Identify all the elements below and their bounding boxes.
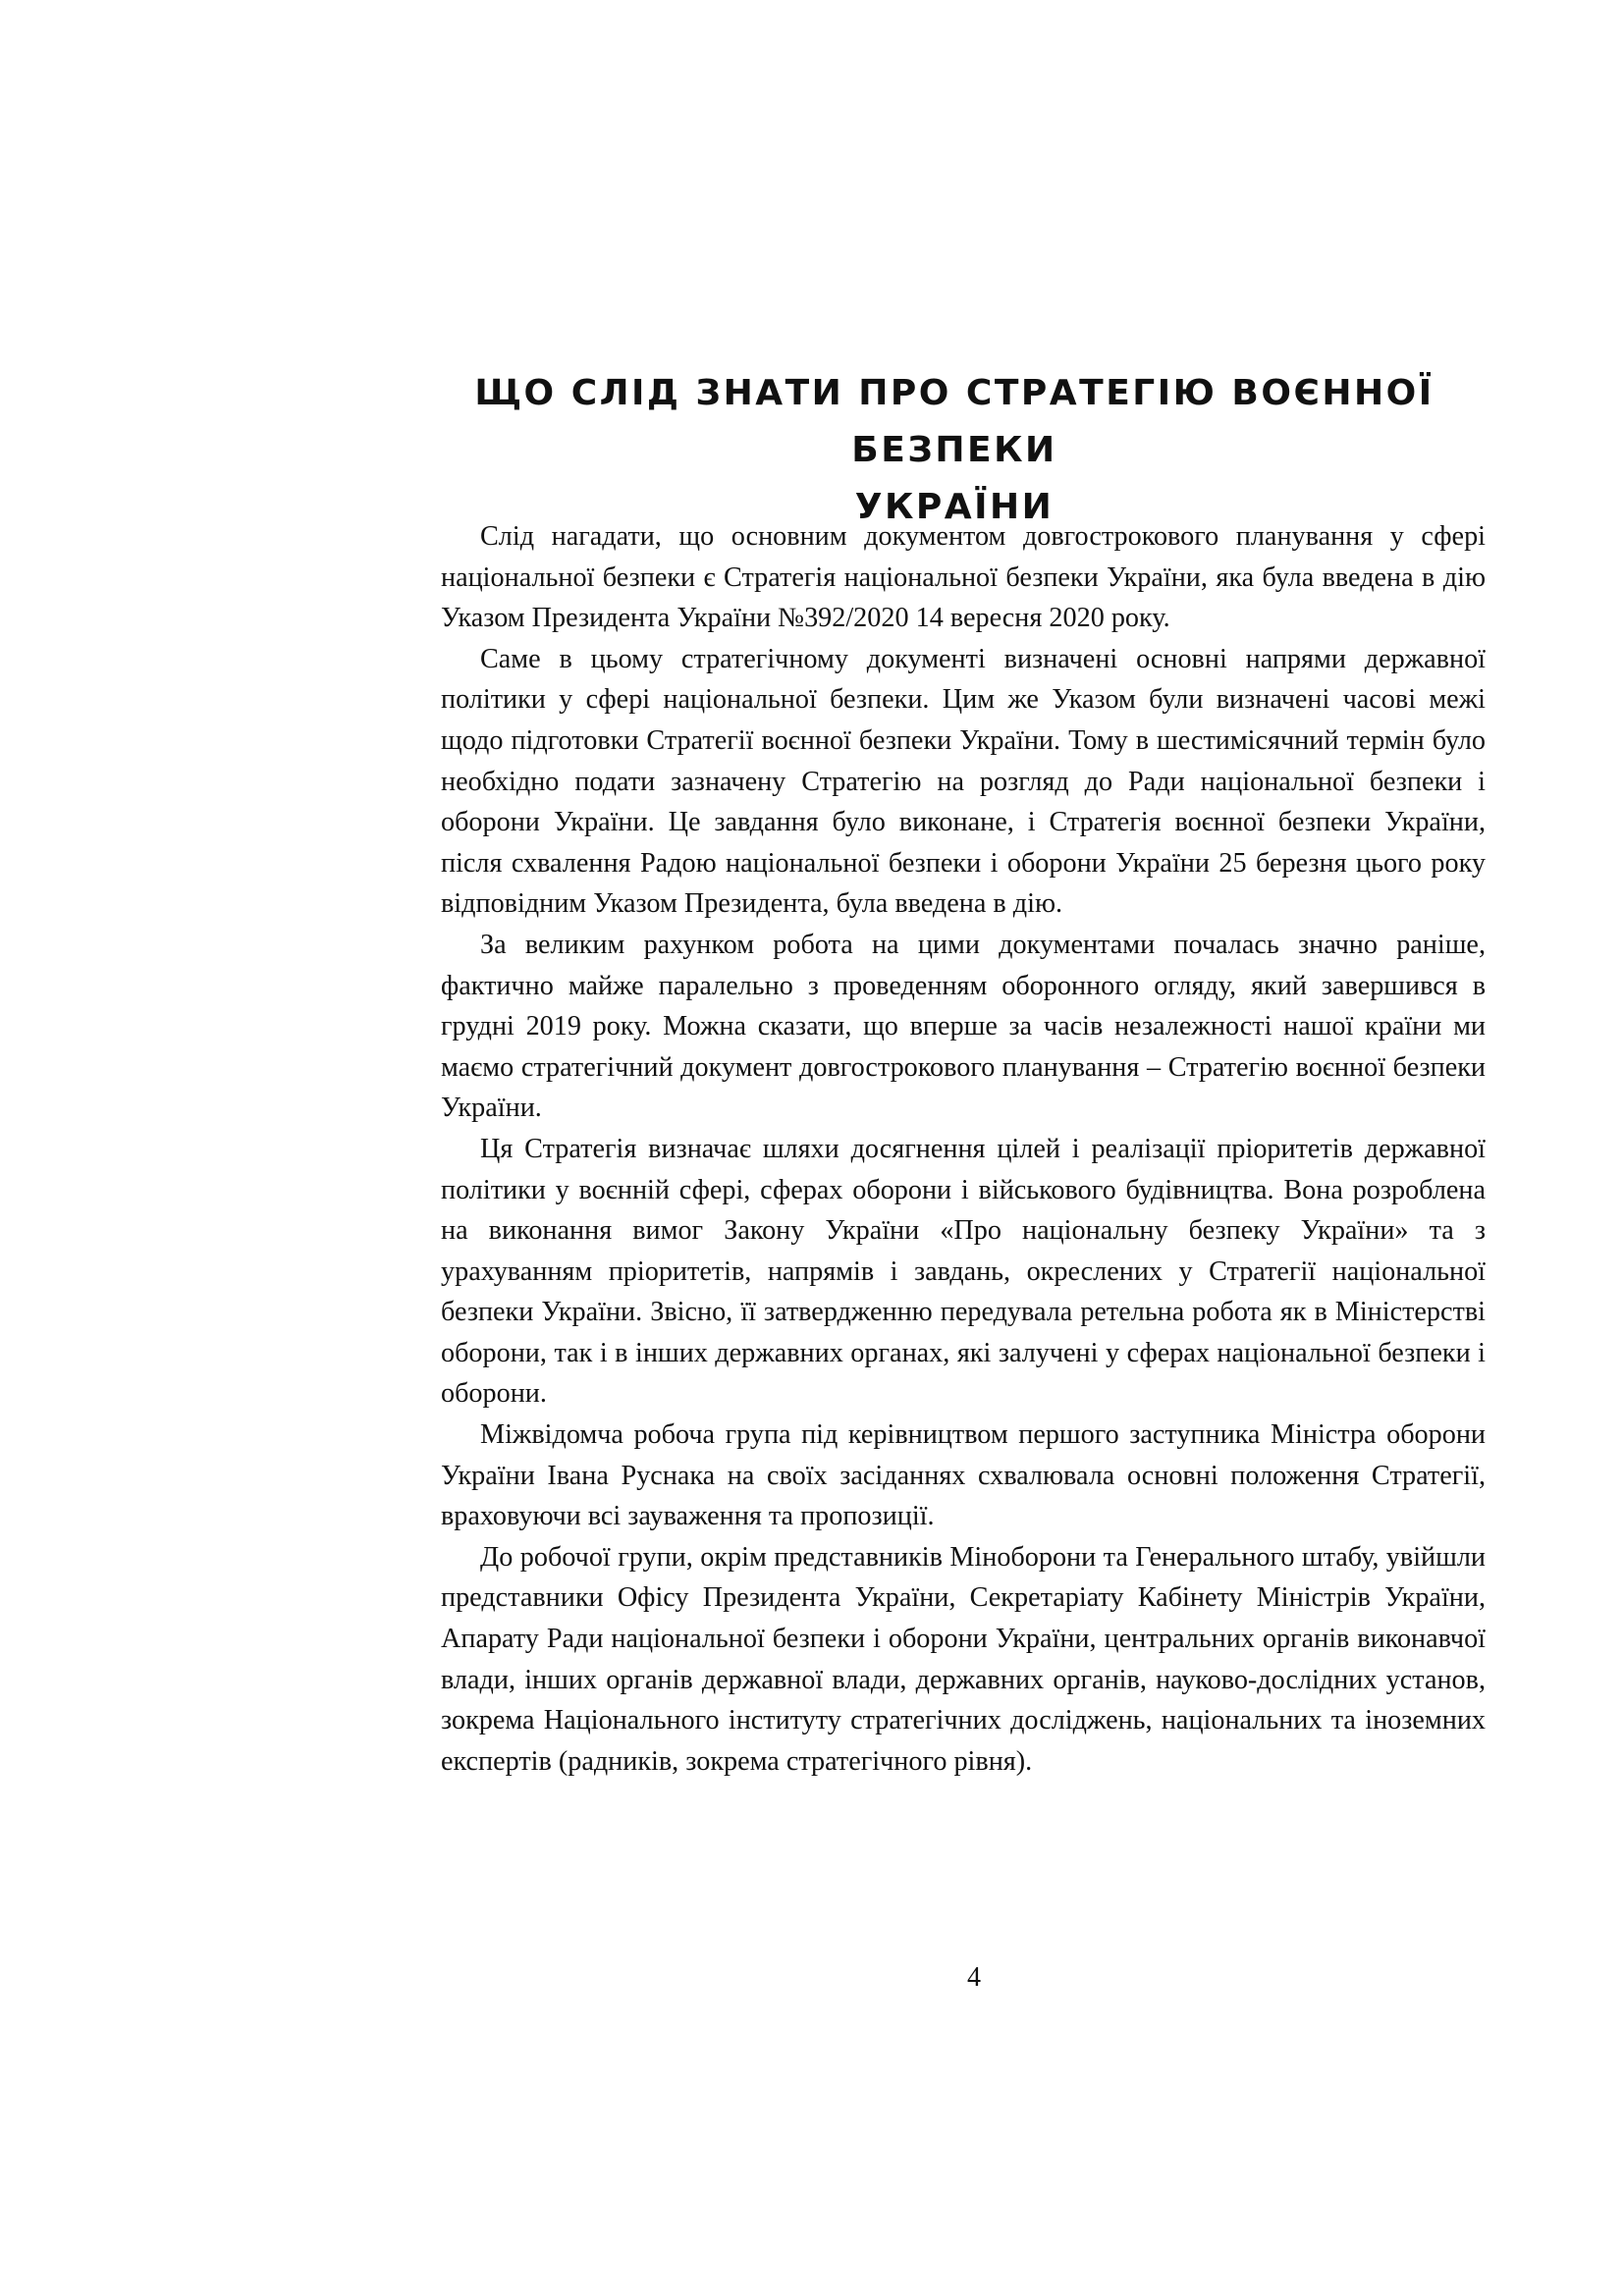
paragraph-3: За великим рахунком робота на цими документами почалась значно раніше, фактично майже паралельно з проведенням оборонного огляду, який завершився в грудні 2019 року. Можна сказати, що вперше за часів незалежності нашої країни ми маємо стратегічний документ довгострокового планування – Стратегію воєнної безпеки України. [441, 929, 1486, 1124]
page-number: 4 [967, 1962, 981, 1993]
paragraph-1: Слід нагадати, що основним документом довгострокового планування у сфері національної безпеки є Стратегія національної безпеки України, яка була введена в дію Указом Президента України №392/2020 14 вересня 2020 року. [441, 521, 1486, 634]
page-title [412, 365, 1496, 536]
body-text [441, 516, 1486, 1782]
page-title-line-1: ЩО СЛІД ЗНАТИ ПРО СТРАТЕГІЮ ВОЄННОЇ БЕЗПЕКИ [474, 373, 1435, 470]
paragraph-6: До робочої групи, окрім представників Міноборони та Генерального штабу, увійшли представники Офісу Президента України, Секретаріату Кабінету Міністрів України, Апарату Ради національної безпеки і оборони України, центральних органів виконавчої влади, інших органів державної влади, державних органів, науково-дослідних установ, зокрема Національного інституту стратегічних досліджень, національних та іноземних експертів (радників, зокрема стратегічного рівня). [441, 1541, 1486, 1777]
paragraph-4: Ця Стратегія визначає шляхи досягнення цілей і реалізації пріоритетів державної політики у воєнній сфері, сферах оборони і військового будівництва. Вона розроблена на виконання вимог Закону України «Про національну безпеку України» та з урахуванням пріоритетів, напрямів і завдань, окреслених у Стратегії національної безпеки України. Звісно, її затвердженню передувала ретельна робота як в Міністерстві оборони, так і в інших державних органах, які залучені у сферах національної безпеки і оборони. [441, 1133, 1486, 1410]
page-title-line-2: УКРАЇНИ [854, 487, 1055, 527]
paragraph-5: Міжвідомча робоча група під керівництвом першого заступника Міністра оборони України Івана Руснака на своїх засіданнях схвалювала основні положення Стратегії, враховуючи всі зауваження та пропозиції. [441, 1419, 1486, 1532]
paragraph-2: Саме в цьому стратегічному документі визначені основні напрями державної політики у сфері національної безпеки. Цим же Указом були визначені часові межі щодо підготовки Стратегії воєнної безпеки України. Тому в шестимісячний термін було необхідно подати зазначену Стратегію на розгляд до Ради національної безпеки і оборони України. Це завдання було виконане, і Стратегія воєнної безпеки України, після схвалення Радою національної безпеки і оборони України 25 березня цього року відповідним Указом Президента, була введена в дію. [441, 643, 1486, 920]
